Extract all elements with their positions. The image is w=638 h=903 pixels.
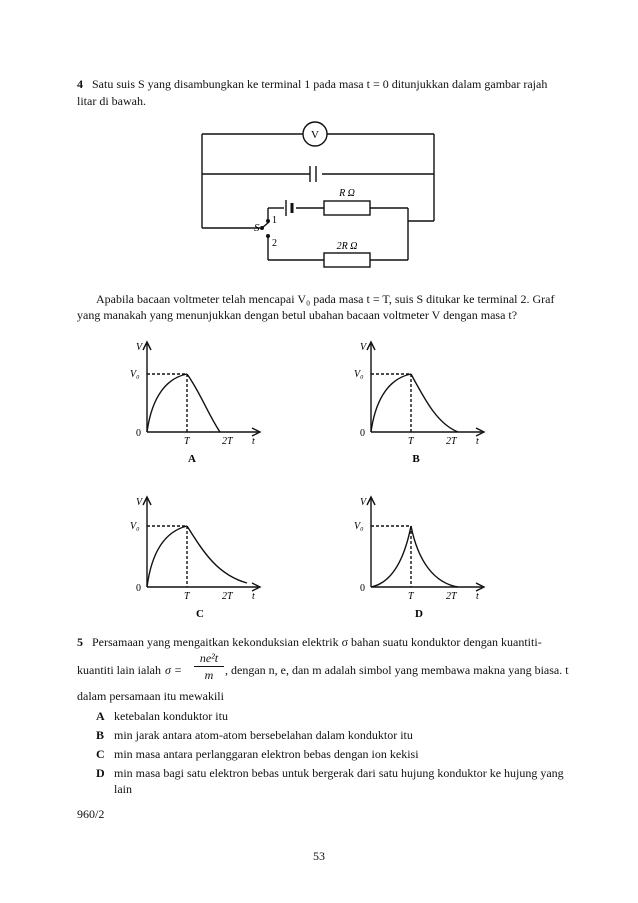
t-tick-label: T bbox=[184, 436, 190, 447]
y-axis-label: V bbox=[136, 342, 143, 353]
option-text-continued: lain bbox=[114, 782, 132, 796]
option-b-label: B bbox=[412, 453, 420, 464]
paper-code: 960/2 bbox=[77, 807, 105, 821]
fraction-bar bbox=[194, 666, 224, 667]
option-c-label: C bbox=[196, 608, 204, 619]
option-a-label: A bbox=[188, 453, 196, 464]
t-tick-label: T bbox=[184, 591, 190, 602]
q5-stem-line3: dalam persamaan itu mewakili bbox=[77, 689, 224, 703]
q5-stem-prefix: kuantiti lain ialah bbox=[77, 663, 161, 677]
origin-label: 0 bbox=[136, 583, 141, 594]
t-tick-label: T bbox=[408, 591, 414, 602]
2t-tick-label: 2T bbox=[222, 436, 233, 447]
v0-label: V₀ bbox=[354, 521, 364, 532]
option-d-label: D bbox=[415, 608, 423, 619]
t-tick-label: T bbox=[408, 436, 414, 447]
q4-stem-line1 bbox=[77, 76, 567, 92]
q5-stem-line1 bbox=[77, 634, 567, 650]
switch-label: S bbox=[254, 222, 260, 234]
2t-tick-label: 2T bbox=[222, 591, 233, 602]
terminal-2-label: 2 bbox=[272, 238, 277, 249]
option-letter: B bbox=[96, 728, 105, 742]
origin-label: 0 bbox=[360, 583, 365, 594]
q4-stem-line2: litar di bawah. bbox=[77, 94, 146, 108]
2t-tick-label: 2T bbox=[446, 591, 457, 602]
graph-option-d bbox=[346, 491, 506, 619]
x-axis-label: t bbox=[476, 591, 479, 602]
terminal-1-label: 1 bbox=[272, 215, 277, 226]
graph-option-a bbox=[122, 336, 282, 464]
origin-label: 0 bbox=[360, 428, 365, 439]
option-letter: D bbox=[96, 766, 105, 780]
x-axis-label: t bbox=[252, 436, 255, 447]
option-letter: C bbox=[96, 747, 105, 761]
circuit-diagram bbox=[190, 118, 450, 278]
q4-stem: Satu suis S yang disambungkan ke terminal 1 pada masa t = 0 ditunjukkan dalam gambar rajah bbox=[92, 77, 548, 91]
2t-tick-label: 2T bbox=[446, 436, 457, 447]
v0-label: V₀ bbox=[130, 369, 140, 380]
option-text: ketebalan konduktor itu bbox=[114, 709, 228, 723]
y-axis-label: V bbox=[360, 497, 367, 508]
q4-followup-line1: Apabila bacaan voltmeter telah mencapai V₀ pada masa t = T, suis S ditukar ke terminal 2. Graf bbox=[96, 292, 555, 306]
option-letter: A bbox=[96, 709, 105, 723]
formula-lhs: σ = bbox=[165, 663, 183, 677]
resistor-2r-label: 2R Ω bbox=[336, 241, 358, 252]
formula-denominator: m bbox=[204, 668, 214, 682]
x-axis-label: t bbox=[252, 591, 255, 602]
origin-label: 0 bbox=[136, 428, 141, 439]
question-number: 5 bbox=[77, 635, 83, 649]
voltmeter-label: V bbox=[311, 129, 319, 141]
y-axis-label: V bbox=[136, 497, 143, 508]
formula-numerator: ne²t bbox=[199, 651, 219, 665]
question-number: 4 bbox=[77, 77, 83, 91]
q5-stem: Persamaan yang mengaitkan kekonduksian elektrik σ bahan suatu konduktor dengan kuantiti- bbox=[92, 635, 542, 649]
option-text: min jarak antara atom-atom bersebelahan dalam konduktor itu bbox=[114, 728, 413, 742]
y-axis-label: V bbox=[360, 342, 367, 353]
page-number: 53 bbox=[313, 849, 325, 863]
resistor-r-label: R Ω bbox=[339, 188, 355, 199]
graph-option-c bbox=[122, 491, 282, 619]
option-text: min masa antara perlanggaran elektron bebas dengan ion kekisi bbox=[114, 747, 419, 761]
graph-option-b bbox=[346, 336, 506, 464]
option-text: min masa bagi satu elektron bebas untuk bergerak dari satu hujung konduktor ke hujung yang bbox=[114, 766, 564, 780]
v0-label: V₀ bbox=[130, 521, 140, 532]
q4-followup-line2: yang manakah yang menunjukkan dengan betul ubahan bacaan voltmeter V dengan masa t? bbox=[77, 308, 518, 322]
q5-stem-suffix: , dengan n, e, dan m adalah simbol yang membawa makna yang biasa. t bbox=[225, 663, 569, 677]
x-axis-label: t bbox=[476, 436, 479, 447]
v0-label: V₀ bbox=[354, 369, 364, 380]
